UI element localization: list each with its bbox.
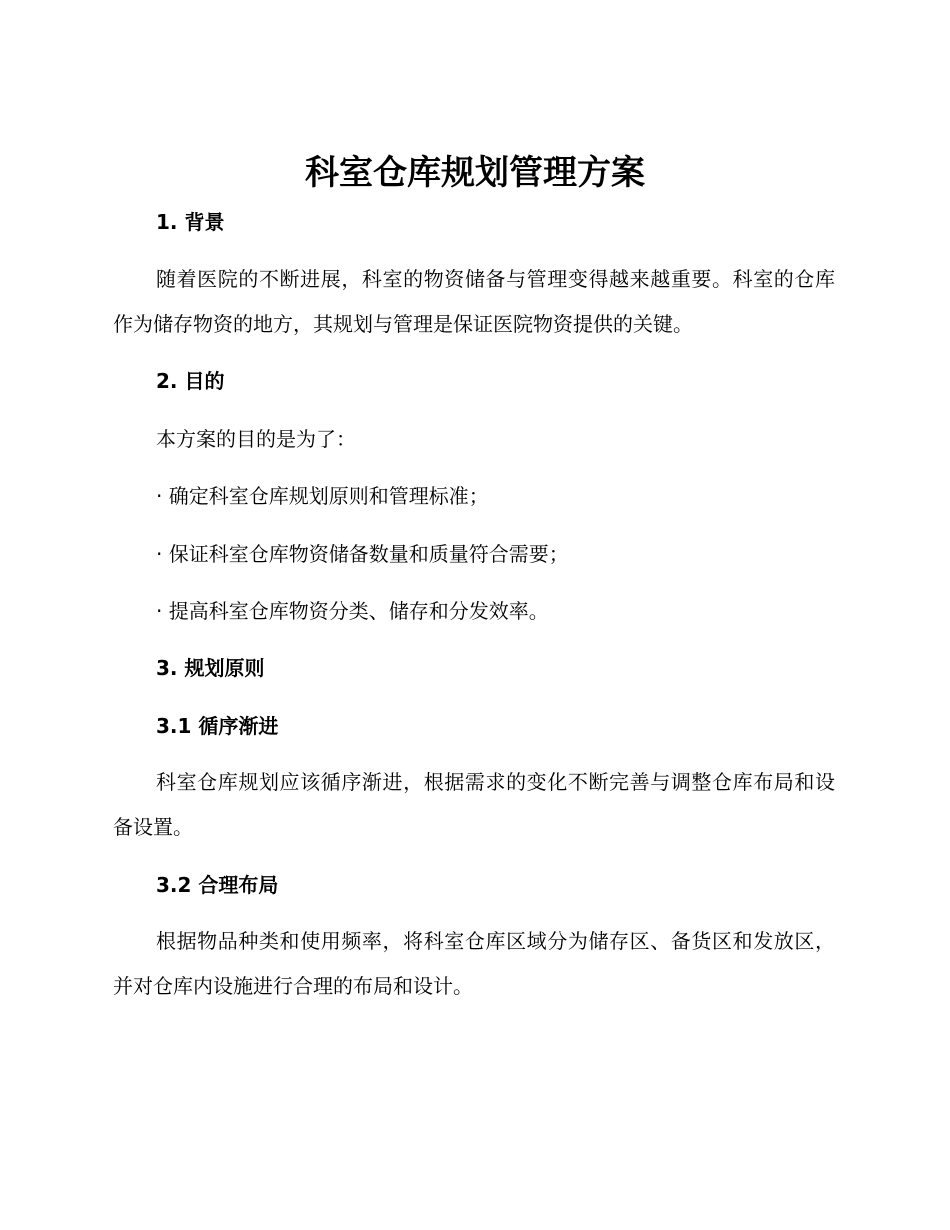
section-heading-principles: 3. 规划原则 — [156, 656, 265, 680]
paragraph-gradual: 科室仓库规划应该循序渐进，根据需求的变化不断完善与调整仓库布局和设备设置。 — [113, 770, 835, 839]
section-heading-background: 1. 背景 — [156, 210, 225, 234]
subsection-heading-layout: 3.2 合理布局 — [156, 873, 279, 897]
section-heading-purpose: 2. 目的 — [156, 369, 225, 393]
document-title: 科室仓库规划管理方案 — [305, 153, 645, 193]
bullet-item: · 提高科室仓库物资分类、储存和分发效率。 — [156, 599, 549, 623]
bullet-item: · 确定科室仓库规划原则和管理标准； — [156, 484, 489, 508]
bullet-item: · 保证科室仓库物资储备数量和质量符合需要； — [156, 542, 569, 566]
subsection-heading-gradual: 3.1 循序渐进 — [156, 714, 279, 738]
paragraph-purpose-intro: 本方案的目的是为了： — [156, 427, 356, 451]
paragraph-layout: 根据物品种类和使用频率，将科室仓库区域分为储存区、备货区和发放区，并对仓库内设施进行合理的布局和设计。 — [113, 929, 835, 998]
paragraph-background: 随着医院的不断进展，科室的物资储备与管理变得越来越重要。科室的仓库作为储存物资的地方，其规划与管理是保证医院物资提供的关键。 — [113, 267, 835, 336]
